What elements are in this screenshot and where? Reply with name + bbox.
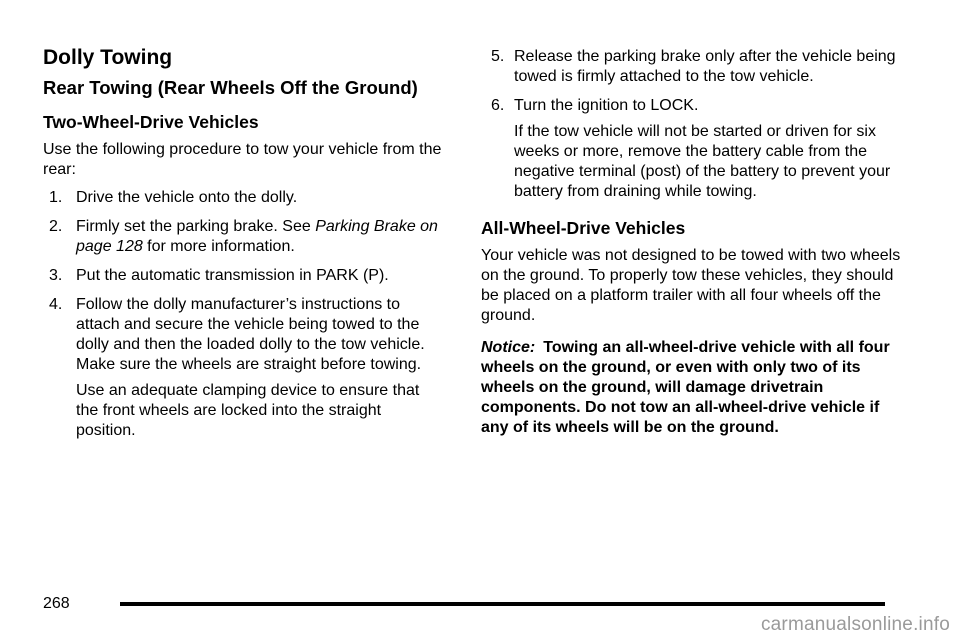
step-text: Firmly set the parking brake. See (76, 218, 316, 235)
cross-reference-link[interactable]: Parking Brake on page 128 (76, 218, 438, 255)
step-text: for more information. (142, 238, 295, 255)
step-note: If the tow vehicle will not be started or driven for six weeks or more, remove the battery cable from the negative terminal (post) of the battery to prevent your battery from draining while towing. (514, 123, 891, 200)
steps-list-left (43, 188, 443, 441)
list-item (43, 188, 443, 208)
list-item (481, 96, 901, 202)
footer-divider (120, 602, 885, 606)
step-text: Put the automatic transmission in PARK (P). (76, 267, 389, 284)
intro-paragraph: Use the following procedure to tow your vehicle from the rear: (43, 141, 442, 178)
right-column (481, 47, 901, 438)
step-number: 4. (49, 296, 63, 313)
step-number: 6. (491, 97, 505, 114)
steps-list-right (481, 47, 901, 202)
step-text: Follow the dolly manufacturer’s instructions to attach and secure the vehicle being towed to the dolly and then the loaded dolly to the tow vehicle. Make sure the wheels are straight before towing. (76, 296, 425, 373)
notice-paragraph (481, 338, 901, 438)
notice-text: Towing an all-wheel-drive vehicle with all four wheels on the ground, or even with only two of its wheels on the ground, will damage drivetrain components. Do not tow an all-wheel-drive vehicle if any of its wheels will be on the ground. (481, 339, 890, 436)
step-number: 2. (49, 218, 63, 235)
section-subtitle: Rear Towing (Rear Wheels Off the Ground) (43, 77, 418, 98)
step-number: 1. (49, 189, 63, 206)
step-number: 3. (49, 267, 63, 284)
section-heading-awd: All-Wheel-Drive Vehicles (481, 218, 686, 238)
step-text: Turn the ignition to LOCK. (514, 97, 699, 114)
left-column (43, 44, 443, 450)
watermark: carmanualsonline.info (760, 614, 950, 635)
notice-label: Notice: (481, 339, 536, 356)
awd-paragraph: Your vehicle was not designed to be towed with two wheels on the ground. To properly tow these vehicles, they should be placed on a platform trailer with all four wheels off the ground. (481, 247, 901, 324)
list-item (43, 295, 443, 441)
list-item (481, 47, 901, 87)
step-note: Use an adequate clamping device to ensure that the front wheels are locked into the straight position. (76, 382, 420, 439)
step-text: Drive the vehicle onto the dolly. (76, 189, 298, 206)
page-number: 268 (43, 595, 70, 612)
section-heading-two-wheel: Two-Wheel-Drive Vehicles (43, 112, 259, 132)
step-text: Release the parking brake only after the vehicle being towed is firmly attached to the tow vehicle. (514, 48, 896, 85)
list-item (43, 217, 443, 257)
list-item (43, 266, 443, 286)
page-title: Dolly Towing (43, 46, 173, 69)
step-number: 5. (491, 48, 505, 65)
